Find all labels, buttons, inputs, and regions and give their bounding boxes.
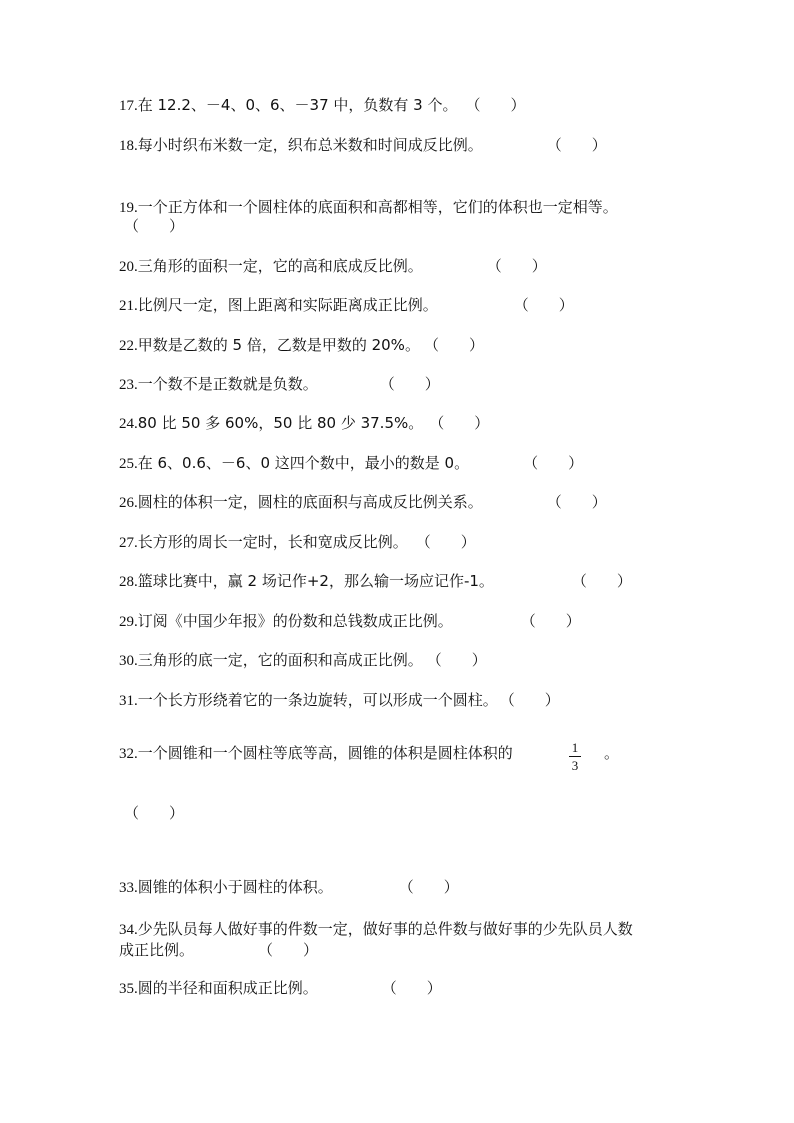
question-number: 31. bbox=[119, 693, 138, 709]
question-number: 25. bbox=[119, 456, 138, 472]
answer-blank[interactable]: （ ） bbox=[486, 257, 547, 275]
answer-blank[interactable]: （ ） bbox=[381, 979, 442, 997]
question-34 bbox=[119, 918, 633, 941]
question-number: 22. bbox=[119, 338, 138, 354]
question-text: 圆锥的体积小于圆柱的体积。 bbox=[137, 878, 333, 896]
question-18 bbox=[119, 134, 607, 157]
answer-blank[interactable]: （ ） bbox=[379, 375, 440, 393]
answer-blank[interactable]: （ ） bbox=[124, 804, 185, 822]
question-number: 18. bbox=[119, 138, 138, 154]
question-number: 33. bbox=[119, 880, 138, 896]
question-19-answer-line bbox=[124, 215, 184, 237]
question-number: 17. bbox=[119, 98, 138, 114]
question-text: 一个数不是正数就是负数。 bbox=[137, 375, 318, 393]
answer-blank[interactable]: （ ） bbox=[426, 651, 487, 669]
answer-blank[interactable]: （ ） bbox=[513, 296, 574, 314]
question-34-line2 bbox=[119, 939, 318, 961]
question-32-answer-line bbox=[124, 802, 184, 824]
question-35 bbox=[119, 977, 442, 1000]
answer-blank[interactable]: （ ） bbox=[520, 612, 581, 630]
fraction-denominator: 3 bbox=[571, 758, 579, 773]
answer-blank[interactable]: （ ） bbox=[499, 691, 560, 709]
question-text-end: 。 bbox=[604, 744, 620, 762]
question-text: 甲数是乙数的 5 倍，乙数是甲数的 20%。 bbox=[137, 336, 420, 354]
question-number: 26. bbox=[119, 495, 138, 511]
fraction-numerator: 1 bbox=[571, 740, 579, 755]
question-19 bbox=[119, 196, 618, 219]
question-33 bbox=[119, 876, 459, 899]
fraction-one-third bbox=[568, 740, 582, 773]
question-number: 34. bbox=[119, 922, 138, 938]
question-28 bbox=[119, 570, 632, 593]
question-25 bbox=[119, 452, 583, 475]
question-21 bbox=[119, 294, 574, 317]
question-number: 28. bbox=[119, 574, 138, 590]
answer-blank[interactable]: （ ） bbox=[423, 336, 484, 354]
question-29 bbox=[119, 610, 581, 633]
question-text: 篮球比赛中，赢 2 场记作+2，那么输一场应记作-1。 bbox=[137, 572, 494, 590]
question-17 bbox=[119, 94, 526, 117]
question-text: 圆柱的体积一定，圆柱的底面积与高成反比例关系。 bbox=[137, 493, 483, 511]
answer-blank[interactable]: （ ） bbox=[546, 136, 607, 154]
answer-blank[interactable]: （ ） bbox=[398, 878, 459, 896]
answer-blank[interactable]: （ ） bbox=[465, 96, 526, 114]
question-24 bbox=[119, 412, 489, 435]
answer-blank[interactable]: （ ） bbox=[124, 217, 185, 235]
answer-blank[interactable]: （ ） bbox=[415, 533, 476, 551]
answer-blank[interactable]: （ ） bbox=[258, 941, 319, 959]
question-number: 27. bbox=[119, 535, 138, 551]
question-32 bbox=[119, 742, 513, 765]
question-23 bbox=[119, 373, 440, 396]
question-20 bbox=[119, 255, 547, 278]
question-31 bbox=[119, 689, 560, 712]
question-text: 在 6、0.6、－6、0 这四个数中，最小的数是 0。 bbox=[137, 454, 470, 472]
question-text: 比例尺一定，图上距离和实际距离成正比例。 bbox=[137, 296, 438, 314]
question-number: 29. bbox=[119, 614, 138, 630]
question-text: 一个圆锥和一个圆柱等底等高，圆锥的体积是圆柱体积的 bbox=[137, 744, 513, 762]
fraction-bar bbox=[569, 756, 581, 757]
question-text: 三角形的面积一定，它的高和底成反比例。 bbox=[137, 257, 423, 275]
question-text-continued: 成正比例。 bbox=[119, 941, 195, 959]
question-text: 圆的半径和面积成正比例。 bbox=[137, 979, 318, 997]
question-32-period bbox=[604, 742, 619, 764]
question-22 bbox=[119, 334, 484, 357]
answer-blank[interactable]: （ ） bbox=[546, 493, 607, 511]
question-text: 订阅《中国少年报》的份数和总钱数成正比例。 bbox=[137, 612, 453, 630]
question-number: 30. bbox=[119, 653, 138, 669]
question-30 bbox=[119, 649, 487, 672]
answer-blank[interactable]: （ ） bbox=[429, 414, 490, 432]
question-number: 19. bbox=[119, 200, 138, 216]
answer-blank[interactable]: （ ） bbox=[523, 454, 584, 472]
question-text: 三角形的底一定，它的面积和高成正比例。 bbox=[137, 651, 423, 669]
question-number: 32. bbox=[119, 746, 138, 762]
question-text: 在 12.2、－4、0、6、－37 中，负数有 3 个。 bbox=[137, 96, 458, 114]
question-number: 20. bbox=[119, 259, 138, 275]
question-text: 一个长方形绕着它的一条边旋转，可以形成一个圆柱。 bbox=[137, 691, 498, 709]
question-number: 21. bbox=[119, 298, 138, 314]
question-number: 24. bbox=[119, 416, 138, 432]
question-text: 长方形的周长一定时，长和宽成反比例。 bbox=[137, 533, 408, 551]
question-number: 23. bbox=[119, 377, 138, 393]
question-text: 一个正方体和一个圆柱体的底面积和高都相等，它们的体积也一定相等。 bbox=[137, 198, 618, 216]
question-text: 每小时织布米数一定，织布总米数和时间成反比例。 bbox=[137, 136, 483, 154]
question-text: 少先队员每人做好事的件数一定，做好事的总件数与做好事的少先队员人数 bbox=[137, 920, 633, 938]
question-text: 80 比 50 多 60%，50 比 80 少 37.5%。 bbox=[137, 414, 424, 432]
answer-blank[interactable]: （ ） bbox=[571, 572, 632, 590]
question-number: 35. bbox=[119, 981, 138, 997]
question-27 bbox=[119, 531, 476, 554]
question-26 bbox=[119, 491, 607, 514]
